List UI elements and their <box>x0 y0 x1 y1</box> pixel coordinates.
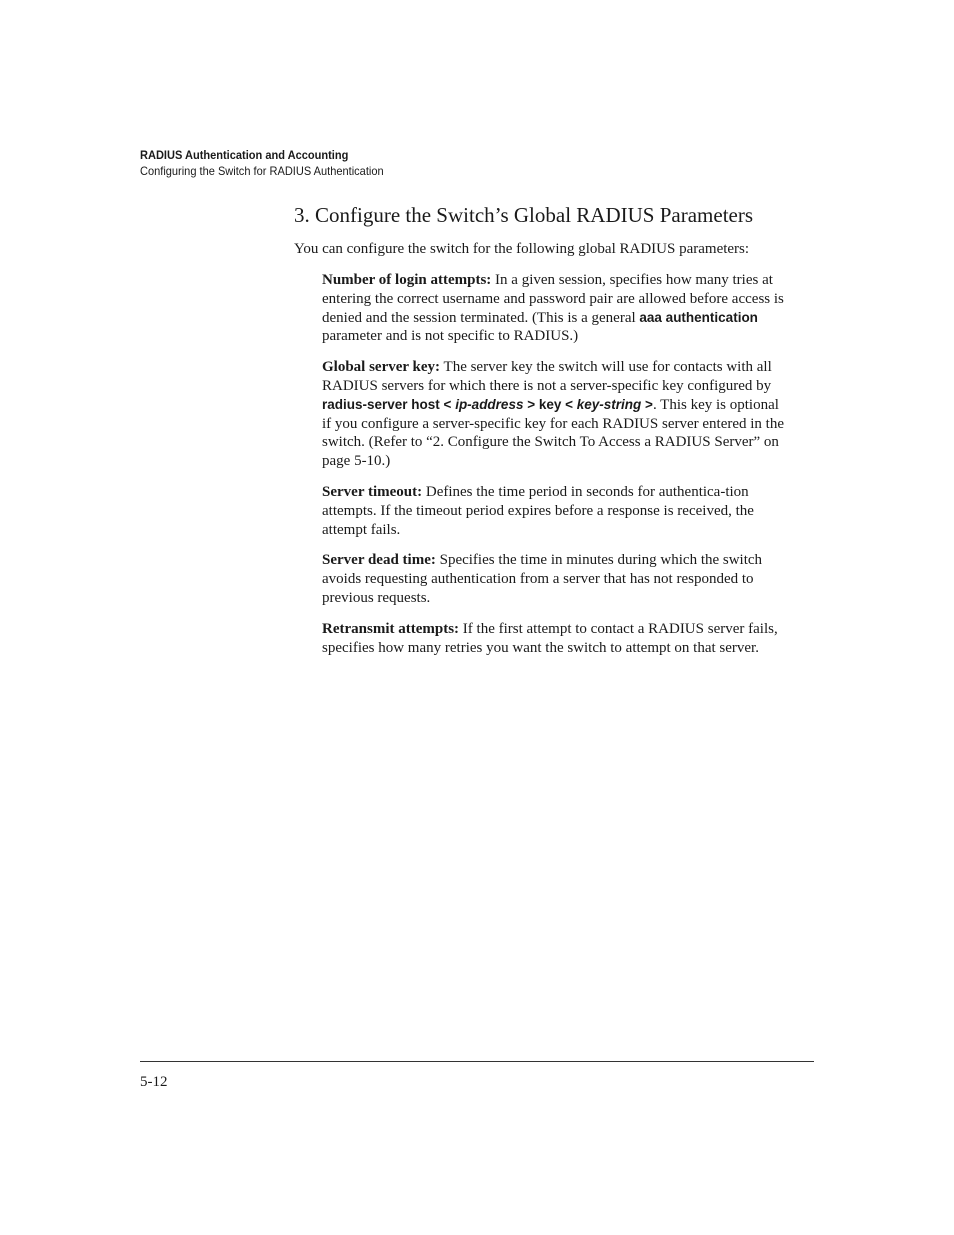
running-head <box>140 147 405 179</box>
parameter-list <box>322 271 790 669</box>
param-term: Global server key: <box>322 359 441 376</box>
intro-text: You can configure the switch for the following global RADIUS parameters: <box>294 241 750 257</box>
command-argument: key-string <box>576 396 642 412</box>
command-text: > key < <box>523 396 577 412</box>
param-term: Server dead time: <box>322 552 436 569</box>
param-term: Number of login attempts: <box>322 272 492 288</box>
param-description: Specifies the time in minutes during which the switch avoids requesting authentication from a server that has not responded to previous requests. <box>322 552 763 606</box>
param-description: The server key the switch will use for contacts with all RADIUS servers for which there is not a server-specific key configured by <box>322 359 772 394</box>
command-text: aaa authentication <box>639 309 758 325</box>
page-heading: 3. Configure the Switch’s Global RADIUS Parameters <box>294 203 754 227</box>
param-retransmit-attempts <box>322 620 790 658</box>
param-description: Defines the time period in seconds for authentica-tion attempts. If the timeout period expires before a response is received, the attempt fails. <box>322 483 754 538</box>
param-server-key <box>322 358 790 471</box>
command-text: > <box>641 396 653 412</box>
page-number: 5-12 <box>140 1074 168 1090</box>
param-description: In a given session, specifies how many tries at entering the correct username and password pair are allowed before access is denied and the session terminated. (This is a general <box>322 272 784 326</box>
command-argument: ip-address <box>455 396 524 412</box>
command-text: radius-server host < <box>322 396 456 412</box>
footer-divider <box>140 1061 814 1062</box>
section-title: Configuring the Switch for RADIUS Authentication <box>140 164 384 178</box>
param-server-timeout <box>322 483 790 539</box>
param-description: parameter and is not specific to RADIUS.) <box>322 328 579 345</box>
param-term: Server timeout: <box>322 483 423 500</box>
param-login-attempts <box>322 271 790 346</box>
chapter-title: RADIUS Authentication and Accounting <box>140 148 349 162</box>
param-description: If the first attempt to contact a RADIUS server fails, specifies how many retries you want the switch to attempt on that server. <box>322 620 778 656</box>
param-server-dead-time <box>322 551 790 607</box>
param-term: Retransmit attempts: <box>322 620 460 637</box>
param-description: . This key is optional if you configure a server-specific key for each RADIUS server entered in the switch. (Refer to “2. Configure the Switch To Access a RADIUS Server” on page 5-10.) <box>322 396 785 470</box>
